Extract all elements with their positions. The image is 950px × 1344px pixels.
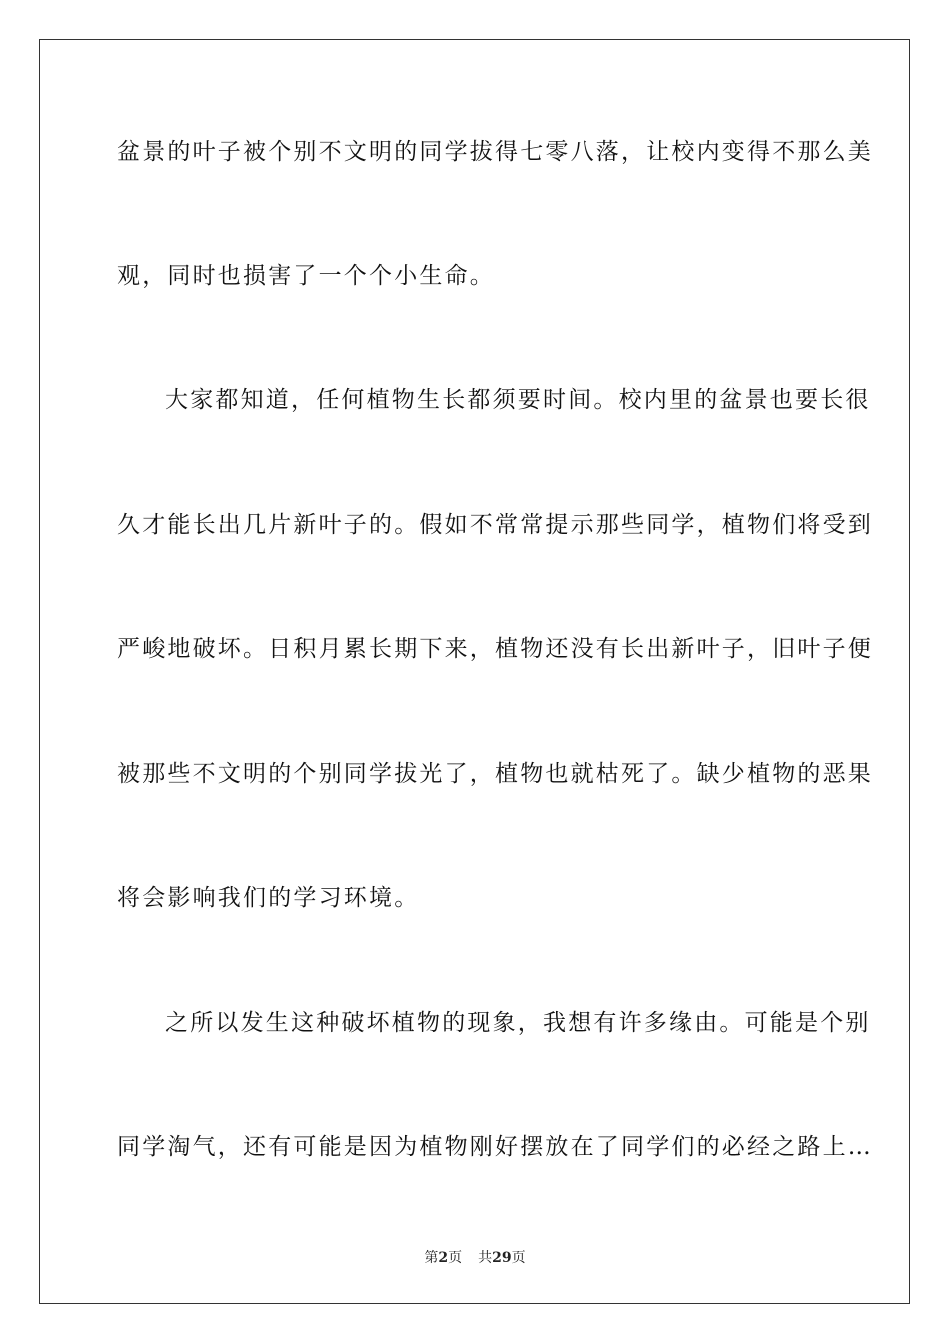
text-line-6: 被那些不文明的个别同学拔光了，植物也就枯死了。缺少植物的恶果	[117, 761, 873, 787]
footer-total-pages: 29	[492, 1250, 512, 1266]
text-line-5: 严峻地破坏。日积月累长期下来，植物还没有长出新叶子，旧叶子便	[117, 636, 873, 662]
footer-page-prefix: 第	[424, 1250, 439, 1266]
text-line-2: 观，同时也损害了一个个小生命。	[117, 263, 495, 289]
footer-total-prefix: 共	[478, 1250, 493, 1266]
page-footer	[0, 1249, 950, 1267]
text-line-7: 将会影响我们的学习环境。	[117, 885, 420, 911]
footer-page-number: 2	[438, 1250, 449, 1266]
footer-total-suffix: 页	[511, 1250, 526, 1266]
footer-page-suffix: 页	[448, 1250, 463, 1266]
text-line-1: 盆景的叶子被个别不文明的同学拔得七零八落，让校内变得不那么美	[117, 139, 873, 165]
page-border	[39, 39, 910, 1304]
text-line-8: 之所以发生这种破坏植物的现象，我想有许多缘由。可能是个别	[165, 1010, 871, 1036]
text-line-3: 大家都知道，任何植物生长都须要时间。校内里的盆景也要长很	[165, 387, 871, 413]
text-line-4: 久才能长出几片新叶子的。假如不常常提示那些同学，植物们将受到	[117, 512, 873, 538]
text-line-9: 同学淘气，还有可能是因为植物刚好摆放在了同学们的必经之路上…	[117, 1134, 873, 1160]
